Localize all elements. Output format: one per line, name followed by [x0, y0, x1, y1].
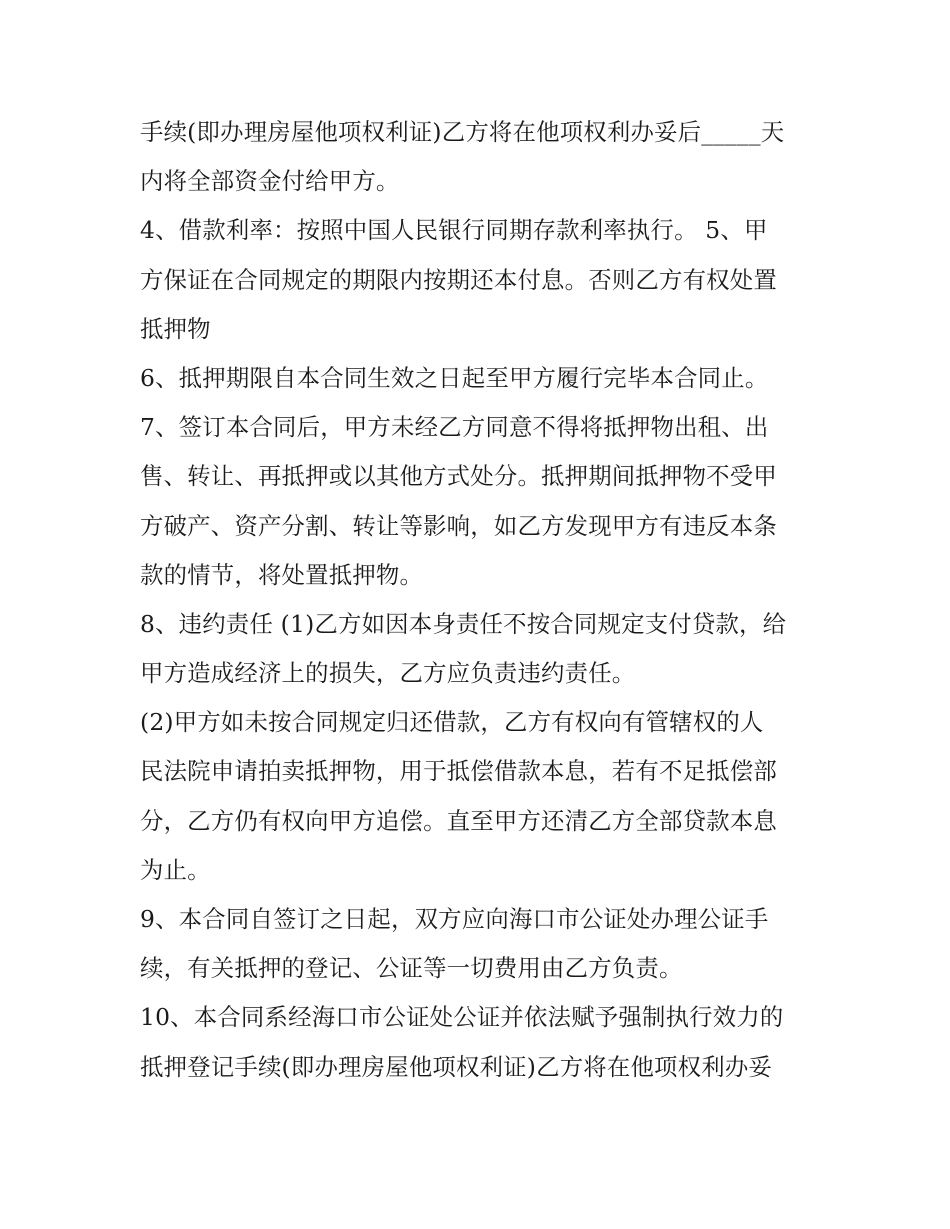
- text-line: 8、违约责任 (1)乙方如因本身责任不按合同规定支付贷款，给: [140, 609, 787, 638]
- text-line: 款的情节，将处置抵押物。: [140, 560, 424, 589]
- text-line: 4、借款利率：按照中国人民银行同期存款利率执行。 5、甲: [140, 216, 768, 245]
- text-line: 分，乙方仍有权向甲方追偿。直至甲方还清乙方全部贷款本息: [140, 806, 777, 835]
- text-line: 6、抵押期限自本合同生效之日起至甲方履行完毕本合同止。: [140, 363, 769, 392]
- text-line: 民法院申请拍卖抵押物，用于抵偿借款本息，若有不足抵偿部: [140, 757, 777, 786]
- text-line: 7、签订本合同后，甲方未经乙方同意不得将抵押物出租、出: [140, 413, 769, 442]
- text-line: 内将全部资金付给甲方。: [140, 167, 400, 196]
- document-body: [140, 108, 820, 1092]
- text-line: 10、本合同系经海口市公证处公证并依法赋予强制执行效力的: [140, 1003, 784, 1032]
- text-line: 手续(即办理房屋他项权利证)乙方将在他项权利办妥后_____天: [140, 118, 785, 146]
- text-line: 抵押物: [140, 314, 211, 343]
- text-line: (2)甲方如未按合同规定归还借款，乙方有权向有管辖权的人: [140, 708, 764, 737]
- text-line: 续，有关抵押的登记、公证等一切费用由乙方负责。: [140, 954, 683, 983]
- text-line: 抵押登记手续(即办理房屋他项权利证)乙方将在他项权利办妥: [140, 1052, 773, 1081]
- text-line: 方破产、资产分割、转让等影响，如乙方发现甲方有违反本条: [140, 511, 777, 540]
- text-line: 方保证在合同规定的期限内按期还本付息。否则乙方有权处置: [140, 265, 777, 294]
- text-line: 为止。: [140, 855, 211, 884]
- text-line: 甲方造成经济上的损失，乙方应负责违约责任。: [140, 659, 636, 688]
- text-line: 9、本合同自签订之日起，双方应向海口市公证处办理公证手: [140, 905, 769, 933]
- text-line: 售、转让、再抵押或以其他方式处分。抵押期间抵押物不受甲: [140, 462, 777, 491]
